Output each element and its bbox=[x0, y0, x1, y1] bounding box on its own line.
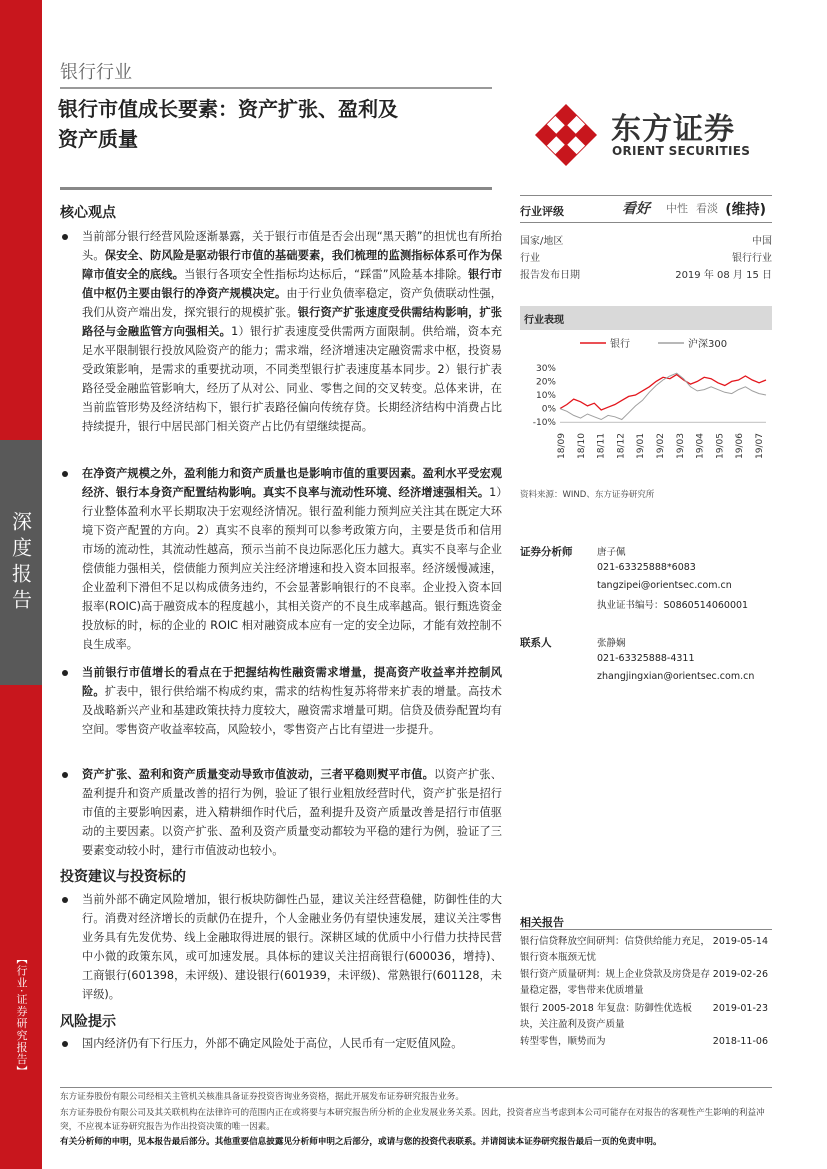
rating-maintain: (维持) bbox=[725, 202, 766, 218]
bullet-dot bbox=[62, 234, 68, 240]
bullet-text-segment: 当前银行市值增长的看点在于把握结构性融资需求增量，提高资产收益率并控制风险。 bbox=[82, 666, 502, 698]
performance-chart bbox=[520, 333, 772, 473]
legend-label: 银行 bbox=[610, 339, 630, 350]
industry-tag: 银行行业 bbox=[60, 62, 132, 83]
bullet-text-segment: 银行市值中枢仍主要由银行的净资产规模决定。 bbox=[82, 268, 502, 300]
related-report-item[interactable]: 银行 2005-2018 年复盘：防御性优选板块，关注盈利及资产质量 2019-01-23 bbox=[520, 1003, 768, 1030]
footer-license: 东方证券股份有限公司经相关主管机关核准具备证券投资咨询业务资格，据此开展发布证券研究报告业务。 bbox=[60, 1092, 464, 1102]
bullet-text-segment: 1）银行扩表速度受供需两方面限制。供给端，资本充足水平限制银行投放风险资产的能力；需求端，经济增速决定融资需求中枢，投资易受政策影响，是需求的重要扰动项，不同类型银行扩表速度基本同步。2）银行扩表路径受金融监管影响大，经历了从对公、同业、零售之间的交叉转变。总体来讲，在当前监管形势及经济结构下，银行扩表路径偏向传统存贷。长期经济结构中消费占比持续提升，银行中居民部门相关资产占比仍有望继续提高。 bbox=[82, 325, 502, 433]
y-tick-label: 0% bbox=[541, 404, 556, 415]
x-tick-label: 19/05 bbox=[715, 433, 726, 459]
x-tick-label: 18/09 bbox=[557, 433, 567, 459]
info-region: 国家/地区 中国 bbox=[520, 236, 772, 247]
bullet-text-segment: 国内经济仍有下行压力，外部不确定风险处于高位，人民币有一定贬值风险。 bbox=[82, 1037, 463, 1050]
bullet-text-segment: 1）行业整体盈利水平长期取决于宏观经济情况。银行盈利能力预判应关注其在既定大环境下资产配置的方向。2）真实不良率的预判可以参考政策方向，主要是货币和信用市场的流动性，其流动性越高，预示当前不良边际恶化压力越大。真实不良率与企业偿债能力强相关，偿债能力预判应关注经济增速和投入资本回报率。经济缓慢减速，企业盈利下滑但不足以构成债务违约，不会显著影响银行的不良率。企业投入资本回报率(ROIC)高于融资成本的程度越小，其相关资产的不良生成率越高。银行甄选资金投放标的时，标的企业的 ROIC 相对融资成本应有一定的安全边际，才能有效控制不良生成率。 bbox=[82, 486, 502, 651]
section-heading-investment: 投资建议与投资标的 bbox=[60, 869, 186, 885]
x-tick-label: 18/10 bbox=[576, 433, 587, 459]
related-header: 相关报告 bbox=[520, 916, 564, 929]
title-rule bbox=[60, 87, 492, 89]
core-bullet-3 bbox=[62, 663, 502, 739]
logo-name-cn: 东方证券 bbox=[611, 112, 735, 147]
bullet-dot bbox=[62, 670, 68, 676]
x-tick-label: 19/01 bbox=[636, 433, 647, 459]
chart-svg bbox=[520, 333, 772, 473]
analyst-name: 唐子佩 bbox=[597, 547, 626, 558]
bullet-text-segment: 扩表中，银行供给端不构成约束，需求的结构性复苏将带来扩表的增量。高技术及战略新兴产业和基建政策扶持力度较大，融资需求增量可期。信贷及债券配置均有空间。零售资产收益率较高，风险较小，零售资产占比有望进一步提升。 bbox=[82, 685, 502, 736]
report-title bbox=[58, 94, 498, 154]
analyst-cert: 执业证书编号：S0860514060001 bbox=[597, 600, 749, 611]
bullet-text-segment: 保安全、防风险是驱动银行市值的基础要素，我们梳理的监测指标体系可作为保障市值安全的底线。 bbox=[82, 249, 502, 281]
related-rule bbox=[520, 929, 772, 930]
related-report-item[interactable]: 转型零售，顺势而为 2018-11-06 bbox=[520, 1036, 768, 1047]
info-industry: 行业 银行行业 bbox=[520, 253, 772, 264]
title-line-1: 银行市值成长要素：资产扩张、盈利及 bbox=[58, 97, 398, 121]
bullet-text-segment: 银行资产扩张速度受供需结构影响，扩张路径与金融监管方向强相关。 bbox=[82, 306, 502, 338]
info-date: 报告发布日期 2019 年 08 月 15 日 bbox=[520, 270, 772, 281]
rating-selected: 看好 bbox=[622, 201, 650, 217]
y-tick-label: 20% bbox=[535, 377, 556, 388]
title-line-2: 资产质量 bbox=[58, 127, 138, 151]
y-tick-label: 10% bbox=[535, 391, 556, 401]
company-logo bbox=[533, 102, 773, 168]
report-type-vertical: 深度报告 bbox=[8, 510, 33, 615]
y-tick-label: -10% bbox=[532, 418, 556, 429]
bullet-dot bbox=[62, 772, 68, 778]
footer-conflict: 东方证券股份有限公司及其关联机构在法律许可的范围内正在或将要与本研究报告所分析的企业发展业务关系。因此，投资者应当考虑到本公司可能存在对报告的客观性产生影响的利益冲突，不应视本证券研究报告为作出投资决策的唯一因素。 bbox=[60, 1108, 765, 1132]
orient-logo-icon bbox=[533, 102, 599, 168]
contact-name: 张静娴 bbox=[597, 638, 626, 649]
bullet-text-segment: 当银行各项安全性指标均达标后，“踩雷”风险基本排除。 bbox=[184, 268, 469, 281]
analyst-label: 证券分析师 bbox=[520, 546, 573, 558]
x-tick-label: 19/06 bbox=[735, 433, 746, 459]
publisher-tag-vertical: 【行业·证券研究报告】 bbox=[15, 952, 28, 1078]
rating-neutral: 中性 bbox=[666, 202, 688, 215]
analyst-phone: 021-63325888*6083 bbox=[597, 562, 696, 573]
contact-email[interactable]: zhangjingxian@orientsec.com.cn bbox=[597, 671, 755, 682]
investment-bullet bbox=[62, 890, 502, 1004]
logo-name-en: ORIENT SECURITIES bbox=[612, 144, 751, 158]
footer-disclaimer: 有关分析师的申明，见本报告最后部分。其他重要信息披露见分析师申明之后部分，或请与您的投资代表联系。并请阅读本证券研究报告最后一页的免责申明。 bbox=[60, 1137, 662, 1147]
contact-label: 联系人 bbox=[520, 637, 552, 649]
risk-bullet bbox=[62, 1034, 502, 1053]
bullet-text-segment: 由于行业负债率稳定，资产负债联动性强，我们从资产端出发，探究银行的规模扩张。 bbox=[82, 287, 502, 319]
performance-header: 行业表现 bbox=[520, 306, 772, 330]
x-tick-label: 19/07 bbox=[755, 433, 765, 459]
section-heading-core-view: 核心观点 bbox=[60, 205, 116, 221]
related-report-item[interactable]: 银行资产质量研判：规上企业贷款及房贷是存量稳定器，零售带来优质增量 2019-02-26 bbox=[520, 969, 768, 996]
x-tick-label: 19/02 bbox=[656, 433, 666, 459]
core-bullet-1 bbox=[62, 227, 502, 436]
contact-phone: 021-63325888-4311 bbox=[597, 653, 695, 664]
x-tick-label: 19/03 bbox=[675, 433, 686, 459]
bullet-text-segment: 当前部分银行经营风险逐渐暴露，关于银行市值是否会出现“黑天鹅”的担忧也有所抬头。 bbox=[82, 230, 502, 262]
legend-label: 沪深300 bbox=[688, 339, 728, 350]
rating-negative: 看淡 bbox=[696, 202, 718, 215]
bullet-dot bbox=[62, 897, 68, 903]
section-rule bbox=[60, 187, 492, 190]
rating-box bbox=[520, 195, 772, 223]
analyst-email[interactable]: tangzipei@orientsec.com.cn bbox=[597, 580, 732, 591]
bullet-dot bbox=[62, 1041, 68, 1047]
related-report-item[interactable]: 银行信贷释放空间研判：信贷供给能力充足，银行资本瓶颈无忧 2019-05-14 bbox=[520, 936, 768, 963]
y-tick-label: 30% bbox=[535, 363, 556, 374]
x-tick-label: 19/04 bbox=[695, 433, 706, 459]
chart-source: 资料来源：WIND、东方证券研究所 bbox=[520, 490, 655, 500]
bullet-text-segment: 以资产扩张、盈利提升和资产质量改善的招行为例，验证了银行业粗放经营时代，资产扩张是招行市值的主要影响因素，进入精耕细作时代后，盈利提升及资产质量改善是招行市值驱动的主要因素。以资产扩张、盈利及资产质量变动都较为平稳的建行为例，验证了三要素变动较小时，建行市值波动也较小。 bbox=[82, 768, 502, 857]
x-tick-label: 18/12 bbox=[616, 433, 627, 459]
core-bullet-2 bbox=[62, 464, 502, 654]
section-heading-risk: 风险提示 bbox=[60, 1014, 116, 1030]
footer-rule bbox=[60, 1087, 772, 1088]
bullet-dot bbox=[62, 471, 68, 477]
x-tick-label: 18/11 bbox=[596, 433, 607, 459]
band-top bbox=[0, 0, 42, 440]
rating-label: 行业评级 bbox=[520, 205, 564, 218]
core-bullet-4 bbox=[62, 765, 502, 860]
bullet-text-segment: 资产扩张、盈利和资产质量变动导致市值波动，三者平稳则熨平市值。 bbox=[82, 768, 435, 781]
bullet-text-segment: 当前外部不确定风险增加，银行板块防御性凸显，建议关注经营稳健，防御性佳的大行。消费对经济增长的贡献仍在提升，个人金融业务仍有望快速发展，建议关注零售业务具有先发优势、线上金融取得进展的银行。深耕区域的优质中小行借力扶持民营中小微的政策东风，或可加速发展。具体标的建议关注招商银行(600036，增持)、工商银行(601398，未评级)、建设银行(601939，未评级)、常熟银行(601128，未评级)。 bbox=[82, 893, 502, 1001]
bullet-text-segment: 在净资产规模之外，盈利能力和资产质量也是影响市值的重要因素。盈利水平受宏观经济、银行本身资产配置结构影响。真实不良率与流动性环境、经济增速强相关。 bbox=[82, 467, 502, 499]
